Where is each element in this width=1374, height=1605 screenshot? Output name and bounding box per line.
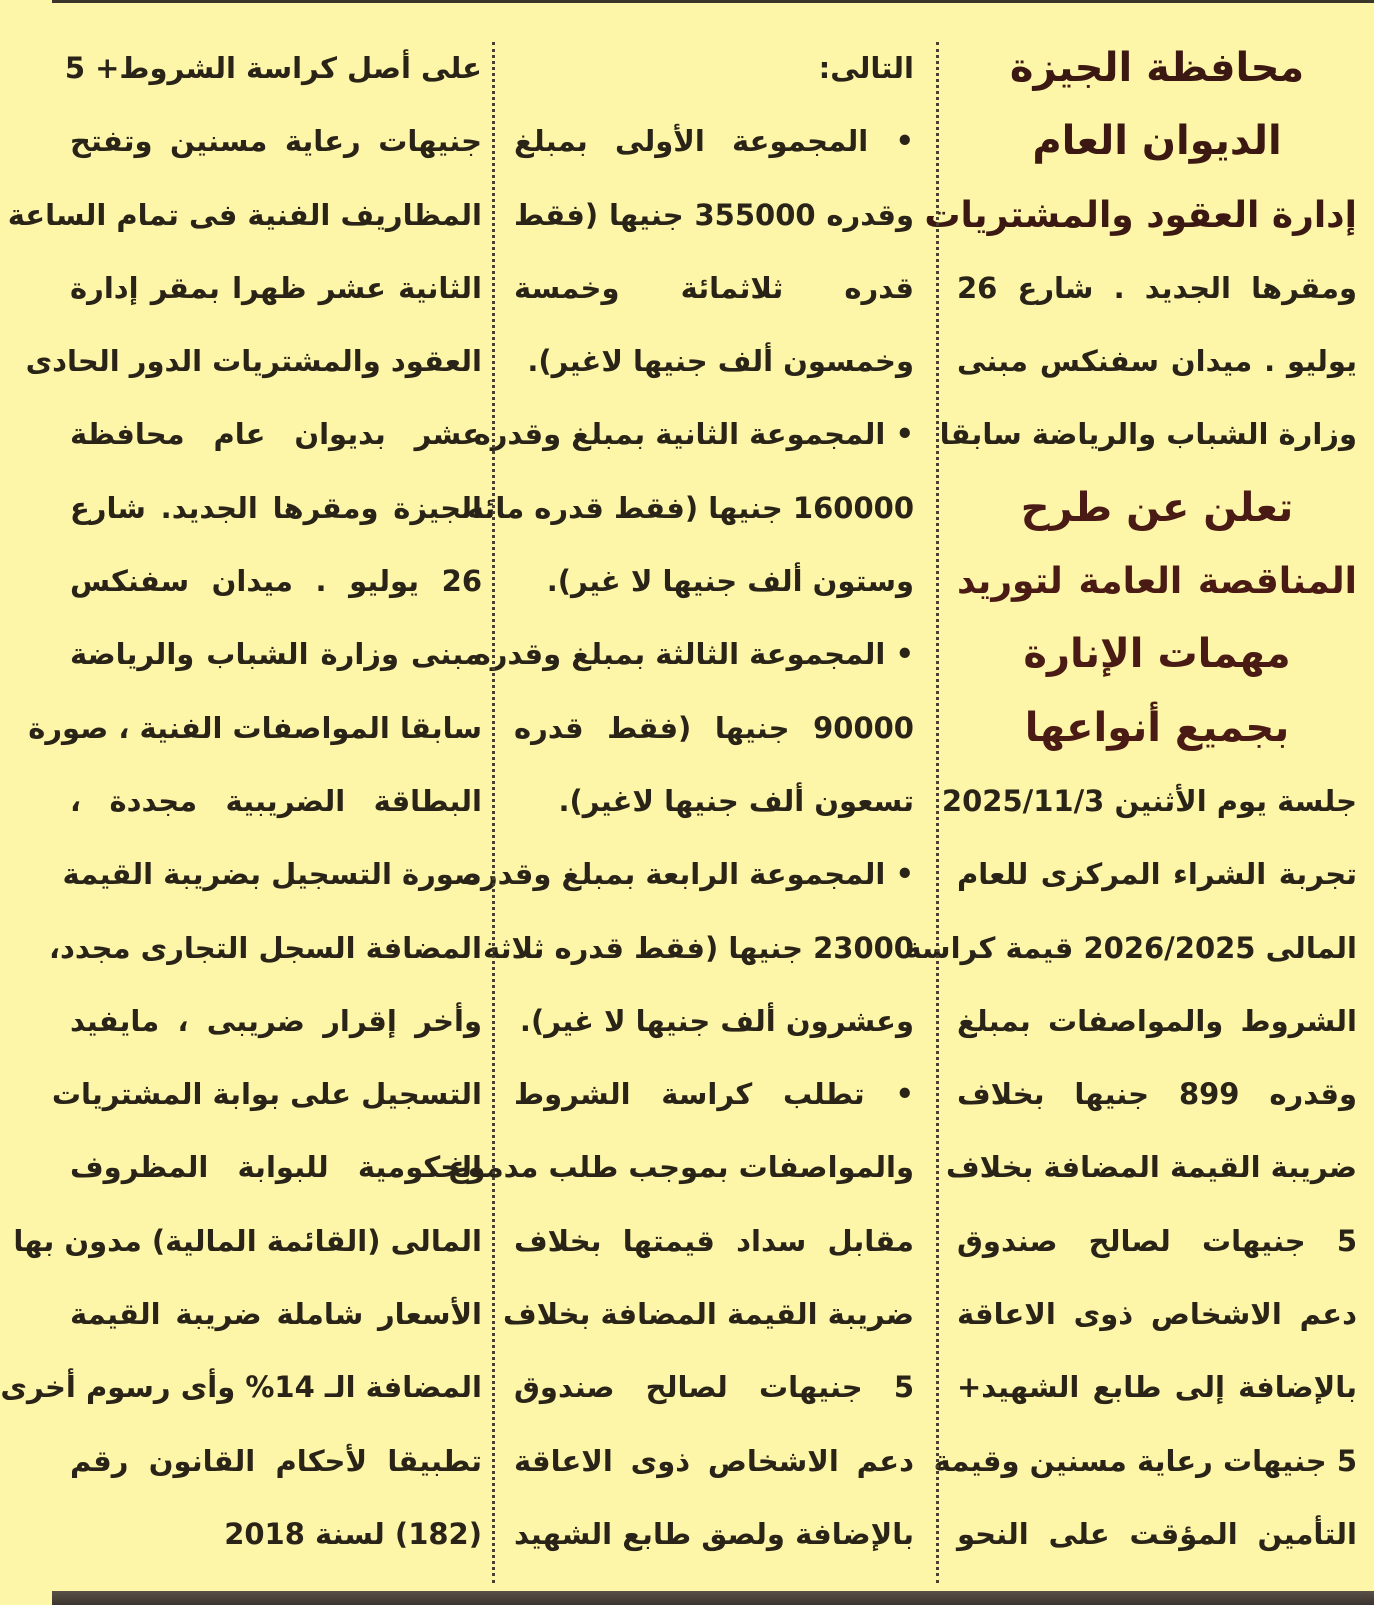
body-line: وعشرون ألف جنيها لا غير). — [519, 1003, 914, 1038]
body-line: ضريبة القيمة المضافة بخلاف — [502, 1297, 914, 1332]
body-line: ضريبة القيمة المضافة بخلاف — [945, 1150, 1357, 1185]
body-line: الأسعار شاملة ضريبة القيمة — [70, 1297, 482, 1332]
address-line: ومقرها الجديد . شارع 26 — [957, 270, 1357, 305]
announce-heading: تعلن عن طرح — [1020, 484, 1294, 531]
body-line: 5 جنيهات لصالح صندوق — [957, 1223, 1357, 1258]
governorate-title: محافظة الجيزة — [1009, 45, 1305, 91]
body-line: عشر بديوان عام محافظة — [70, 417, 482, 452]
announce-heading: مهمات الإنارة — [1023, 631, 1291, 678]
column-middle — [447, 32, 914, 1571]
body-line: وقدره 355000 جنيها (فقط — [514, 197, 914, 232]
body-line: وخمسون ألف جنيها لاغير). — [527, 344, 914, 379]
body-line: وأخر إقرار ضريبى ، مايفيد — [70, 1003, 482, 1038]
body-line: المضافة السجل التجارى مجدد، — [49, 930, 482, 965]
address-line: وزارة الشباب والرياضة سابقا — [939, 417, 1357, 452]
body-line: قدره ثلاثمائة وخمسة — [514, 270, 914, 305]
body-line: صورة التسجيل بضريبة القيمة — [62, 857, 482, 892]
body-line: وقدره 899 جنيها بخلاف — [957, 1077, 1357, 1112]
body-line: تسعون ألف جنيها لاغير). — [558, 783, 914, 818]
body-line: العقود والمشتريات الدور الحادى — [25, 344, 482, 379]
body-line: 5 جنيهات لصالح صندوق — [514, 1370, 914, 1405]
body-line: 26 يوليو . ميدان سفنكس — [70, 564, 482, 599]
body-line: بالإضافة ولصق طابع الشهيد — [514, 1516, 914, 1551]
body-line: 90000 جنيها (فقط قدره — [514, 710, 914, 745]
group-item: • المجموعة الأولى بمبلغ — [514, 124, 914, 159]
booklet-item: • تطلب كراسة الشروط — [514, 1077, 914, 1112]
body-line: بالإضافة إلى طابع الشهيد+ — [957, 1370, 1357, 1405]
body-line: جلسة يوم الأثنين 2025/11/3 — [941, 783, 1357, 818]
bottom-border-rule — [52, 1591, 1374, 1605]
body-line: الحكومية للبوابة المظروف — [70, 1150, 482, 1185]
column-right — [904, 32, 1357, 1571]
body-line: الشروط والمواصفات بمبلغ — [957, 1003, 1357, 1038]
body-line: مقابل سداد قيمتها بخلاف — [514, 1223, 914, 1258]
body-line: سابقا المواصفات الفنية ، صورة — [28, 710, 482, 745]
body-line: والمواصفات بموجب طلب مدموغ — [447, 1150, 914, 1185]
announce-heading: المناقصة العامة لتوريد — [957, 561, 1357, 603]
body-line: الجيزة ومقرها الجديد. شارع — [70, 490, 482, 525]
body-line: تطبيقا لأحكام القانون رقم — [70, 1443, 482, 1478]
body-line: على أصل كراسة الشروط+ 5 — [64, 51, 482, 85]
body-line: المظاريف الفنية فى تمام الساعة — [7, 197, 482, 232]
body-line: مبنى وزارة الشباب والرياضة — [70, 637, 482, 672]
address-line: يوليو . ميدان سفنكس مبنى — [957, 344, 1357, 379]
announce-heading: بجميع أنواعها — [1024, 704, 1290, 751]
body-line: دعم الاشخاص ذوى الاعاقة — [514, 1443, 914, 1478]
column-left — [0, 32, 482, 1571]
column-divider-left — [492, 42, 495, 1583]
department-title: إدارة العقود والمشتريات — [924, 194, 1357, 236]
body-line: المالى 2026/2025 قيمة كراسة — [904, 930, 1357, 965]
body-line: 5 جنيهات رعاية مسنين وقيمة — [933, 1443, 1357, 1478]
body-line: المالى (القائمة المالية) مدون بها — [13, 1223, 482, 1258]
group-item: • المجموعة الثانية بمبلغ وقدره — [473, 417, 914, 452]
body-line: البطاقة الضريبية مجددة ، — [70, 783, 482, 818]
body-line: 160000 جنيها (فقط قدره مائه — [466, 490, 914, 525]
law-reference: (182) لسنة 2018 — [224, 1516, 482, 1551]
body-line: التالى: — [818, 51, 914, 85]
body-line: الثانية عشر ظهرا بمقر إدارة — [70, 270, 482, 305]
body-line: المضافة الـ 14% وأى رسوم أخرى — [0, 1370, 482, 1405]
body-line: دعم الاشخاص ذوى الاعاقة — [957, 1297, 1357, 1332]
body-line: جنيهات رعاية مسنين وتفتح — [70, 124, 482, 159]
column-divider-right — [936, 42, 939, 1583]
group-item: • المجموعة الرابعة بمبلغ وقدره — [463, 857, 914, 892]
diwan-title: الديوان العام — [1032, 118, 1282, 165]
body-line: تجربة الشراء المركزى للعام — [957, 857, 1357, 892]
group-item: • المجموعة الثالثة بمبلغ وقدره — [473, 637, 914, 672]
body-line: التسجيل على بوابة المشتريات — [51, 1077, 482, 1112]
top-border-rule — [52, 0, 1374, 3]
body-line: 23000 جنيها (فقط قدره ثلاثة — [482, 930, 914, 965]
body-line: وستون ألف جنيها لا غير). — [546, 564, 914, 599]
body-line: التأمين المؤقت على النحو — [957, 1516, 1357, 1551]
